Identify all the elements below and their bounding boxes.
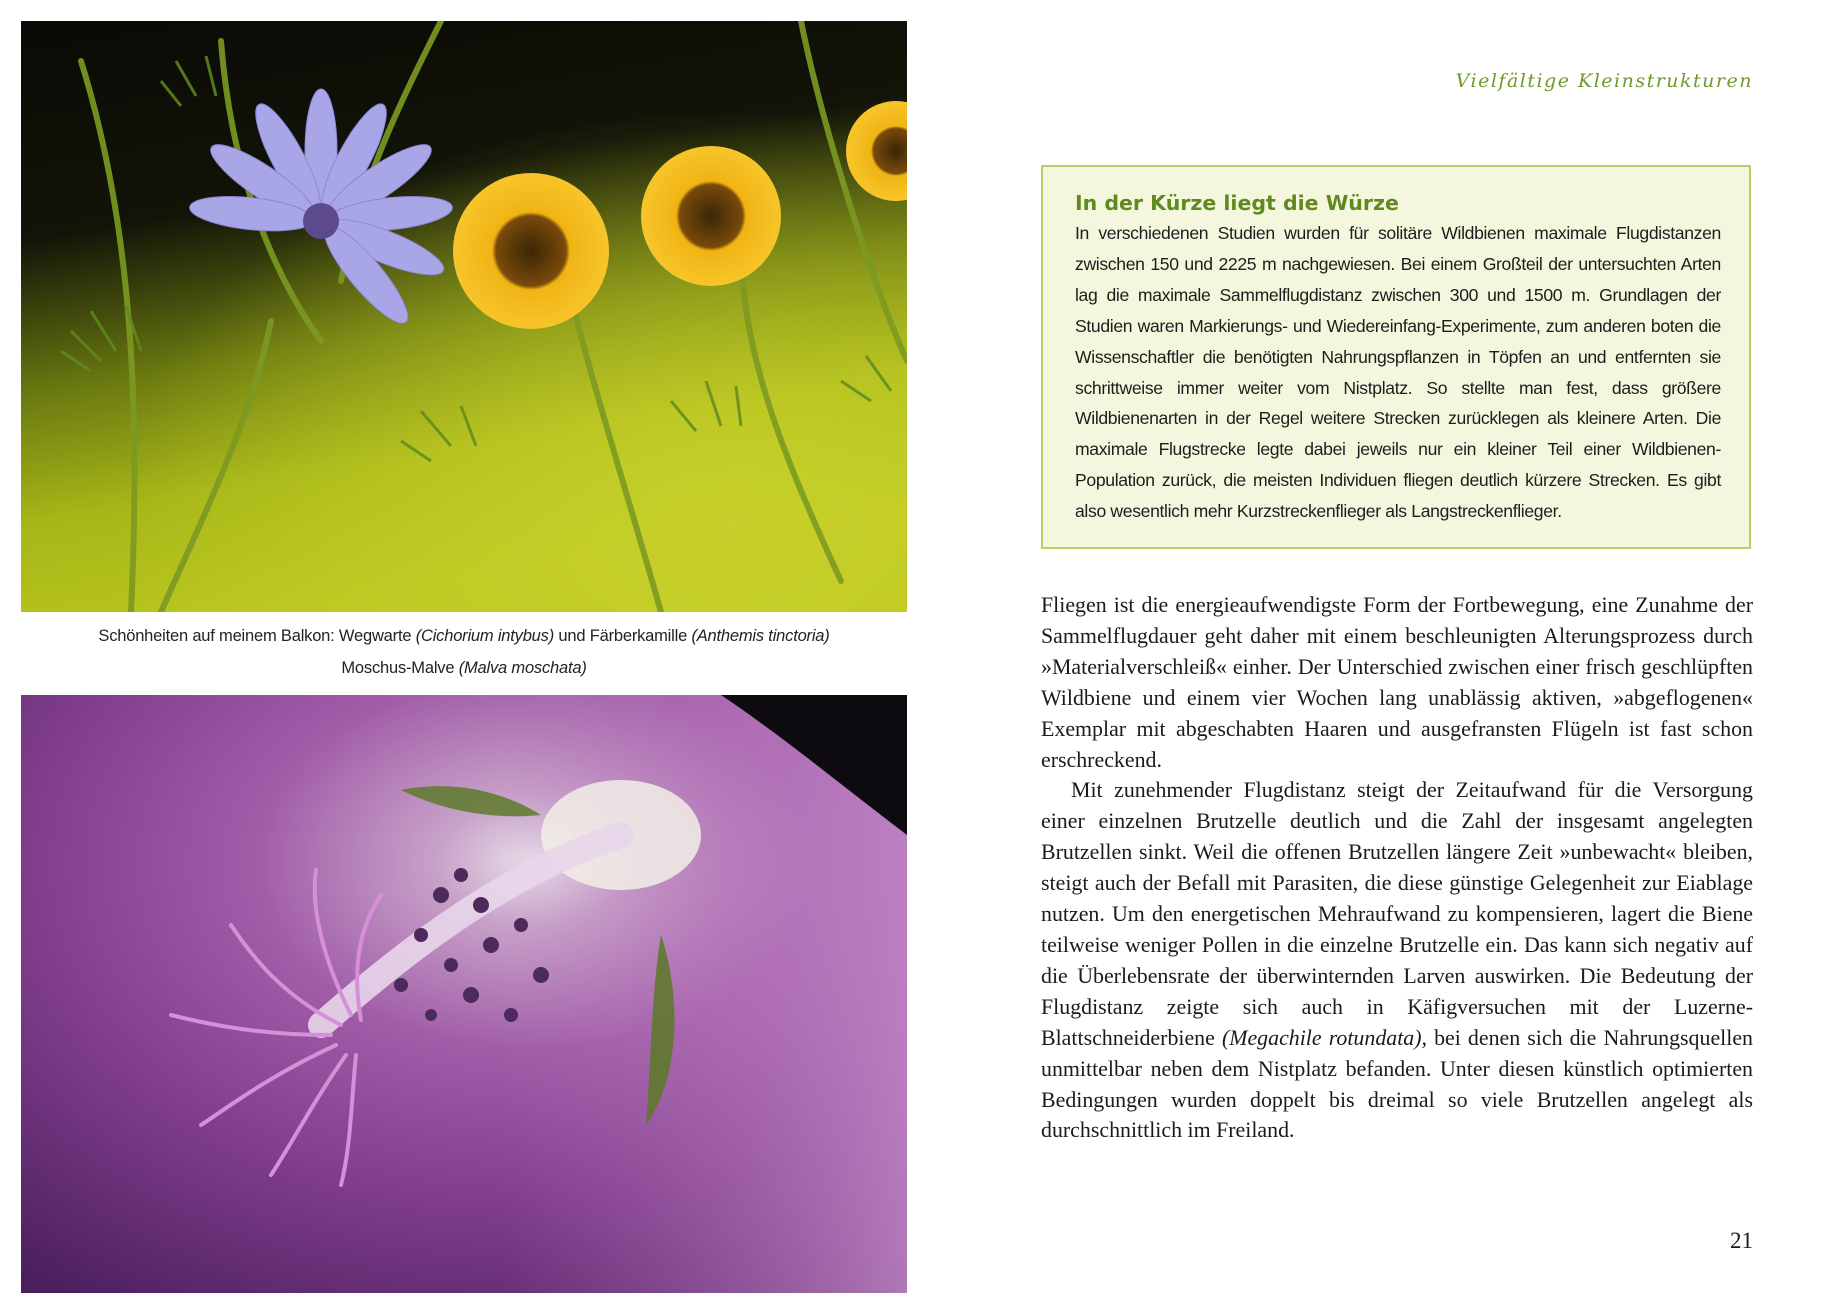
caption-top-species-chicory: (Cichorium intybus) <box>415 627 555 645</box>
info-box <box>1041 165 1751 549</box>
caption-top-photo <box>21 627 907 646</box>
body-paragraph-2-species: (Megachile rotundata), <box>1221 1024 1427 1050</box>
mallow-photo-illustration <box>21 695 907 1293</box>
caption-bottom-species: (Malva moschata) <box>458 659 587 677</box>
photo-musk-mallow <box>21 695 907 1293</box>
body-paragraph-2 <box>1041 775 1753 1146</box>
running-head: Vielfältige Kleinstrukturen <box>1455 70 1753 92</box>
body-text <box>1041 590 1753 1146</box>
page-number: 21 <box>1730 1228 1753 1253</box>
body-paragraph-1: Fliegen ist die energieaufwendigste Form der Fortbewegung, eine Zunahme der Sammelflugdauer geht daher mit einem beschleunigten Alterungsprozess durch »Materialverschleiß« einher. Der Unterschied zwischen einer frisch geschlüpften Wildbiene und einem vier Wochen lang unablässig aktiven, »abgeflogenen« Exemplar mit abgeschabten Haaren und ausgefransten Flügeln ist fast schon erschreckend. <box>1041 592 1753 772</box>
flower-photo-illustration <box>21 21 907 612</box>
info-box-title: In der Kürze liegt die Würze <box>1075 191 1399 215</box>
body-paragraph-2-end: bei denen sich die Nahrungsquellen unmittelbar neben dem Nistplatz befanden. Unter diesen künstlich optimierten Bedingungen wurden doppelt bis dreimal so viele Brutzellen angelegt als durchschnittlich im Freiland. <box>1041 1024 1753 1143</box>
photo-chicory-chamomile <box>21 21 907 612</box>
info-box-text: In verschiedenen Studien wurden für solitäre Wildbienen maximale Flugdistanzen zwischen 150 und 2225 m nachgewiesen. Bei einem Großteil der untersuchten Arten lag die maximale Sammelflugdistanz zwischen 300 und 1500 m. Grundlagen der Studien waren Markierungs- und Wiedereinfang-Experimente, zum anderen boten die Wissenschaftler die benötigten Nahrungspflanzen in Töpfen an und entfernten sie schrittweise immer weiter vom Nistplatz. So stellte man fest, dass größere Wildbienenarten in der Regel weitere Strecken zurücklegen als kleinere Arten. Die maximale Flugstrecke legte dabei jeweils nur ein kleiner Teil einer Wildbienen-Population zurück, die meisten Individuen fliegen deutlich kürzere Strecken. Es gibt also wesentlich mehr Kurzstreckenflieger als Langstreckenflieger. <box>1075 223 1721 522</box>
caption-top-middle: und Färberkamille <box>554 627 692 645</box>
caption-top-prefix: Schönheiten auf meinem Balkon: Wegwarte <box>98 627 416 645</box>
caption-bottom-prefix: Moschus-Malve <box>341 659 459 677</box>
body-paragraph-2-start: Mit zunehmender Flugdistanz steigt der Zeitaufwand für die Versorgung einer einzelnen Brutzelle deutlich und die Zahl der insgesamt angelegten Brutzellen sinkt. Weil die offenen Brutzellen längere Zeit »unbewacht« bleiben, steigt auch der Befall mit Parasiten, die diese günstige Gelegenheit zur Eiablage nutzen. Um den energetischen Mehraufwand zu kompensieren, lagert die Biene teilweise weniger Pollen in die einzelne Brutzelle ein. Das kann sich negativ auf die Überlebensrate der überwinternden Larven auswirken. Die Bedeutung der Flugdistanz zeigte sich auch in Käfigversuchen mit der Luzerne-Blattschneiderbiene <box>1041 777 1753 1050</box>
caption-top-species-chamomile: (Anthemis tinctoria) <box>691 627 830 645</box>
caption-bottom-photo <box>21 659 907 678</box>
